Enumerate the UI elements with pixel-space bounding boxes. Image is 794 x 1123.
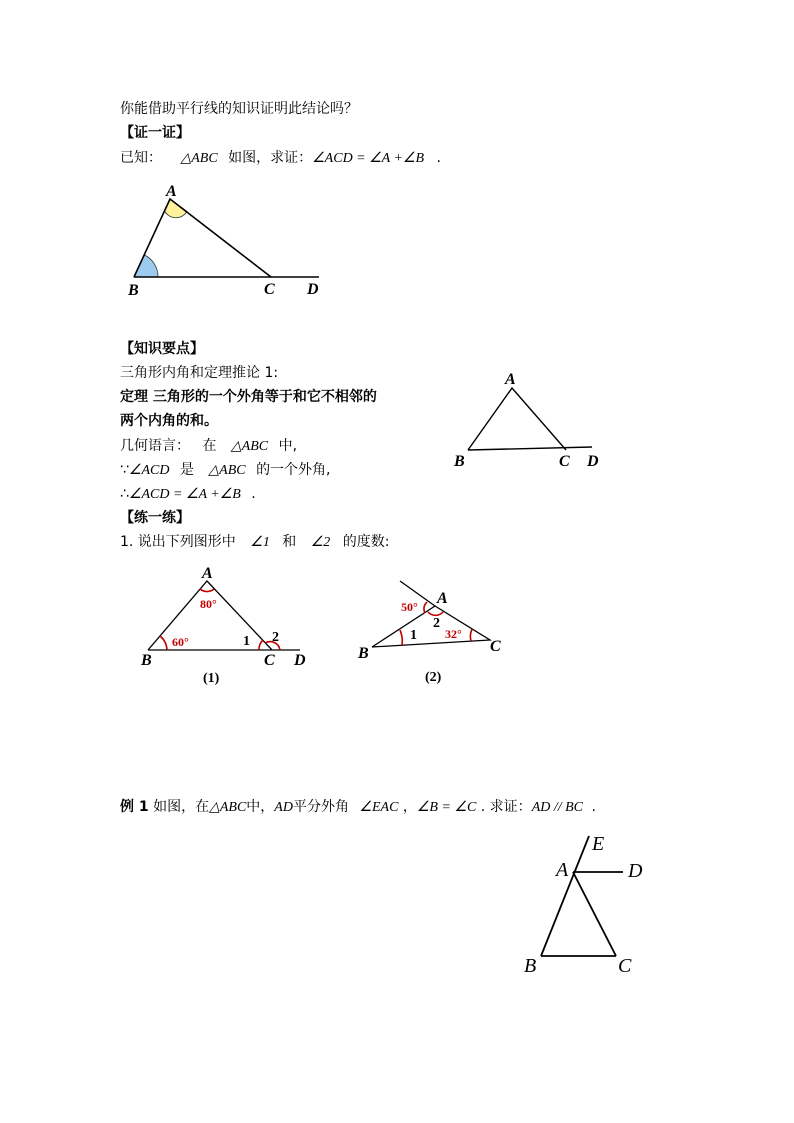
label-d: D xyxy=(307,281,319,298)
example-angle: ∠EAC xyxy=(359,800,399,815)
label-b: B xyxy=(454,453,465,470)
angle-a-value: 80° xyxy=(200,597,217,611)
geo-mid: 中, xyxy=(278,438,298,454)
angle-c-value: 32° xyxy=(445,627,462,641)
geo-triangle: △ABC xyxy=(230,439,269,454)
q1-prefix: 1. 说出下列图形中 xyxy=(120,534,236,550)
q1-suffix: 的度数: xyxy=(342,534,390,550)
example-ad: AD xyxy=(274,800,293,815)
section-heading-prove: 【证一证】 xyxy=(120,125,190,141)
caption-2: (2) xyxy=(425,670,442,685)
example-goal: AD // BC xyxy=(531,800,584,815)
label-c: C xyxy=(264,281,275,298)
angle-ext-value: 50° xyxy=(401,600,418,614)
given-end: . xyxy=(436,150,441,166)
geo-prefix: 几何语言： xyxy=(120,438,190,454)
label-b: B xyxy=(128,282,139,299)
label-b: B xyxy=(141,652,152,669)
therefore-formula: ∠ACD = ∠A +∠B xyxy=(128,487,241,502)
geo-in: 在 xyxy=(202,438,217,454)
example-equal: ∠B = ∠C xyxy=(416,800,477,815)
because-end: 的一个外角, xyxy=(256,462,331,478)
example-text4: . 求证： xyxy=(480,799,532,815)
given-prefix: 已知： xyxy=(120,150,162,166)
label-c: C xyxy=(490,638,501,655)
label-a: A xyxy=(556,859,569,881)
label-e: E xyxy=(592,833,605,855)
corollary-title: 三角形内角和定理推论 1: xyxy=(120,365,279,381)
label-b: B xyxy=(524,955,537,977)
example-text1: 如图，在 xyxy=(153,799,210,815)
label-a: A xyxy=(166,183,177,200)
angle-1-label: 1 xyxy=(410,628,417,643)
because-triangle: △ABC xyxy=(208,463,246,478)
angle-2-label: 2 xyxy=(433,616,440,631)
q1-angle2: ∠2 xyxy=(310,535,331,550)
example-sep: ， xyxy=(402,799,417,815)
caption-1: (1) xyxy=(203,671,220,686)
example-text2: 中， xyxy=(246,799,275,815)
theorem-line-2: 两个内角的和。 xyxy=(120,413,218,429)
given-mid: 如图，求证： xyxy=(228,150,313,166)
therefore-symbol: ∴ xyxy=(120,486,129,502)
because-is: 是 xyxy=(179,462,194,478)
label-a: A xyxy=(505,371,516,388)
example-triangle: △ABC xyxy=(209,800,247,815)
label-d: D xyxy=(294,652,306,669)
given-formula: ∠ACD = ∠A +∠B xyxy=(312,151,425,166)
angle-1-label: 1 xyxy=(243,634,250,649)
theorem-line-1: 定理 三角形的一个外角等于和它不相邻的 xyxy=(120,389,377,405)
intro-question: 你能借助平行线的知识证明此结论吗？ xyxy=(120,101,358,117)
given-triangle: △ABC xyxy=(180,151,218,166)
angle-b-value: 60° xyxy=(172,635,189,649)
label-a: A xyxy=(437,590,448,607)
label-c: C xyxy=(559,453,570,470)
section-heading-knowledge: 【知识要点】 xyxy=(120,341,204,357)
line-ba-extended xyxy=(541,836,589,956)
example-end: . xyxy=(591,799,596,815)
angle-2-label: 2 xyxy=(272,630,279,645)
q1-and: 和 xyxy=(282,534,297,550)
example-label: 例 1 xyxy=(120,799,149,815)
label-d: D xyxy=(587,453,599,470)
because-symbol: ∵ xyxy=(120,462,129,478)
label-a: A xyxy=(202,565,213,582)
q1-angle1: ∠1 xyxy=(250,535,270,550)
label-c: C xyxy=(264,652,275,669)
example-text3: 平分外角 xyxy=(292,799,349,815)
section-heading-practice: 【练一练】 xyxy=(120,510,190,526)
because-angle: ∠ACD xyxy=(128,463,170,478)
label-b: B xyxy=(358,645,369,662)
line-ac xyxy=(573,872,616,956)
label-c: C xyxy=(618,955,632,977)
therefore-end: . xyxy=(251,486,256,502)
label-d: D xyxy=(628,860,643,882)
